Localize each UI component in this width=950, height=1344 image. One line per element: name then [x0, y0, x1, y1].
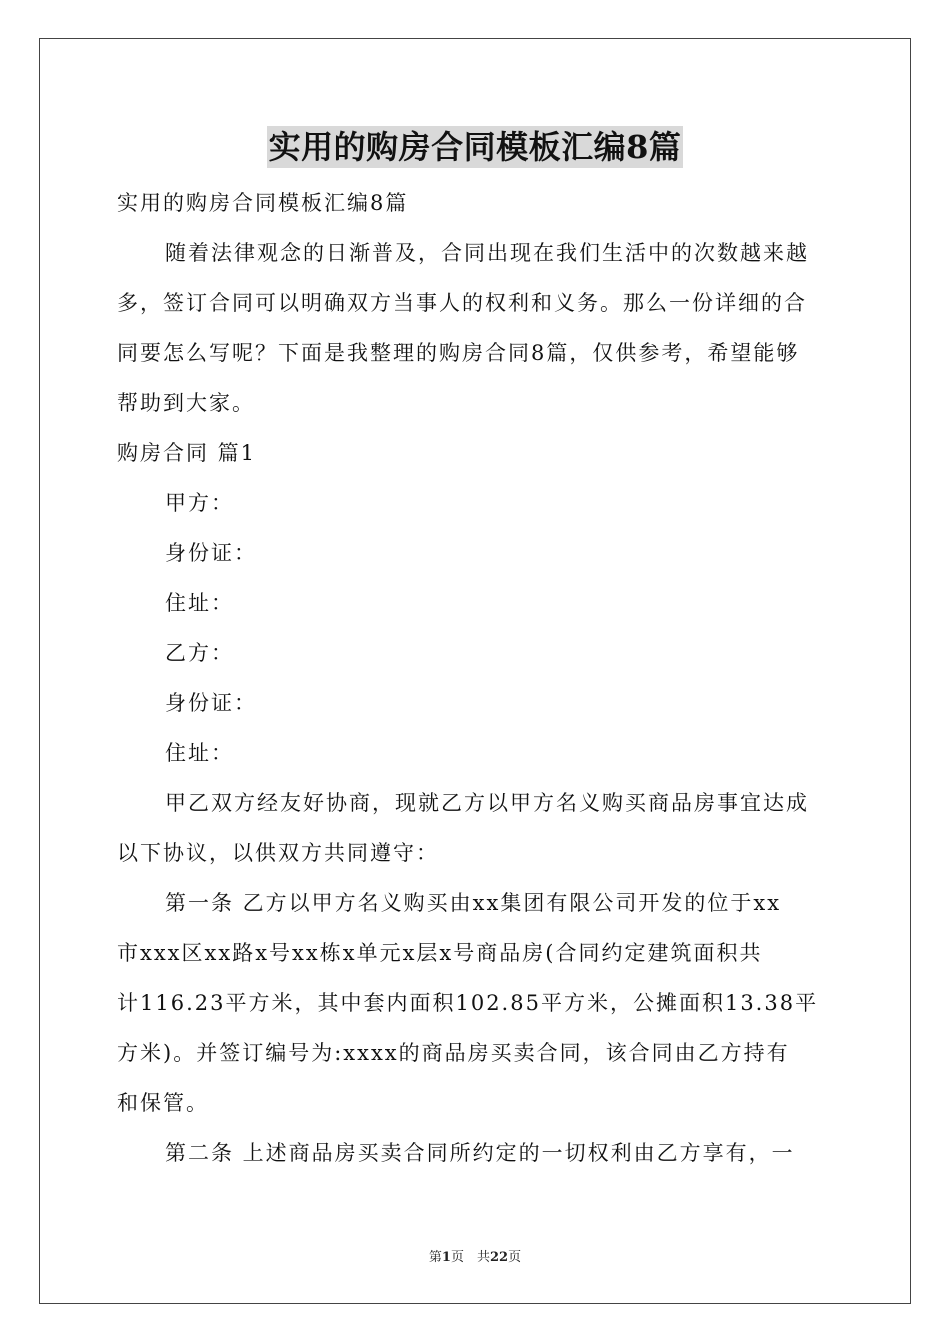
article-1-paragraph [117, 878, 837, 1128]
document-body [117, 178, 837, 1178]
intro-line: 同要怎么写呢？下面是我整理的购房合同8篇，仅供参考，希望能够 [117, 341, 800, 365]
section-heading: 购房合同 篇1 [117, 441, 257, 465]
document-subtitle: 实用的购房合同模板汇编8篇 [117, 191, 409, 215]
document-title: 实用的购房合同模板汇编8篇 [268, 128, 682, 166]
party-a-id-field: 身份证： [165, 541, 257, 565]
party-a-field: 甲方： [165, 491, 234, 515]
footer-current-page: 1 [441, 1250, 451, 1265]
footer-page-suffix: 页 [508, 1250, 522, 1265]
intro-line: 多，签订合同可以明确双方当事人的权利和义务。那么一份详细的合 [117, 291, 807, 315]
article-1-line: 市xxx区xx路x号xx栋x单元x层x号商品房(合同约定建筑面积共 [117, 941, 763, 965]
intro-line: 随着法律观念的日渐普及，合同出现在我们生活中的次数越来越 [165, 241, 809, 265]
article-1-line: 和保管。 [117, 1091, 209, 1115]
title-container [0, 126, 950, 168]
party-b-field: 乙方： [165, 641, 234, 665]
article-1-line: 计116.23平方米，其中套内面积102.85平方米，公摊面积13.38平 [117, 991, 819, 1015]
article-2-paragraph [117, 1128, 837, 1178]
page-footer [0, 1246, 950, 1265]
article-2-line: 第二条 上述商品房买卖合同所约定的一切权利由乙方享有，一 [165, 1141, 795, 1165]
footer-page-prefix: 第 [428, 1250, 442, 1265]
agreement-line: 以下协议，以供双方共同遵守： [117, 841, 439, 865]
party-b-id-field: 身份证： [165, 691, 257, 715]
party-b-address-field: 住址： [165, 741, 234, 765]
agreement-paragraph [117, 778, 837, 878]
article-1-line: 方米)。并签订编号为:xxxx的商品房买卖合同，该合同由乙方持有 [117, 1041, 790, 1065]
footer-total-pages: 22 [489, 1250, 509, 1265]
intro-line: 帮助到大家。 [117, 391, 255, 415]
article-1-line: 第一条 乙方以甲方名义购买由xx集团有限公司开发的位于xx [165, 891, 782, 915]
intro-paragraph [117, 228, 837, 428]
agreement-line: 甲乙双方经友好协商，现就乙方以甲方名义购买商品房事宜达成 [165, 791, 809, 815]
party-a-address-field: 住址： [165, 591, 234, 615]
footer-page-mid: 页 共 [450, 1250, 490, 1265]
